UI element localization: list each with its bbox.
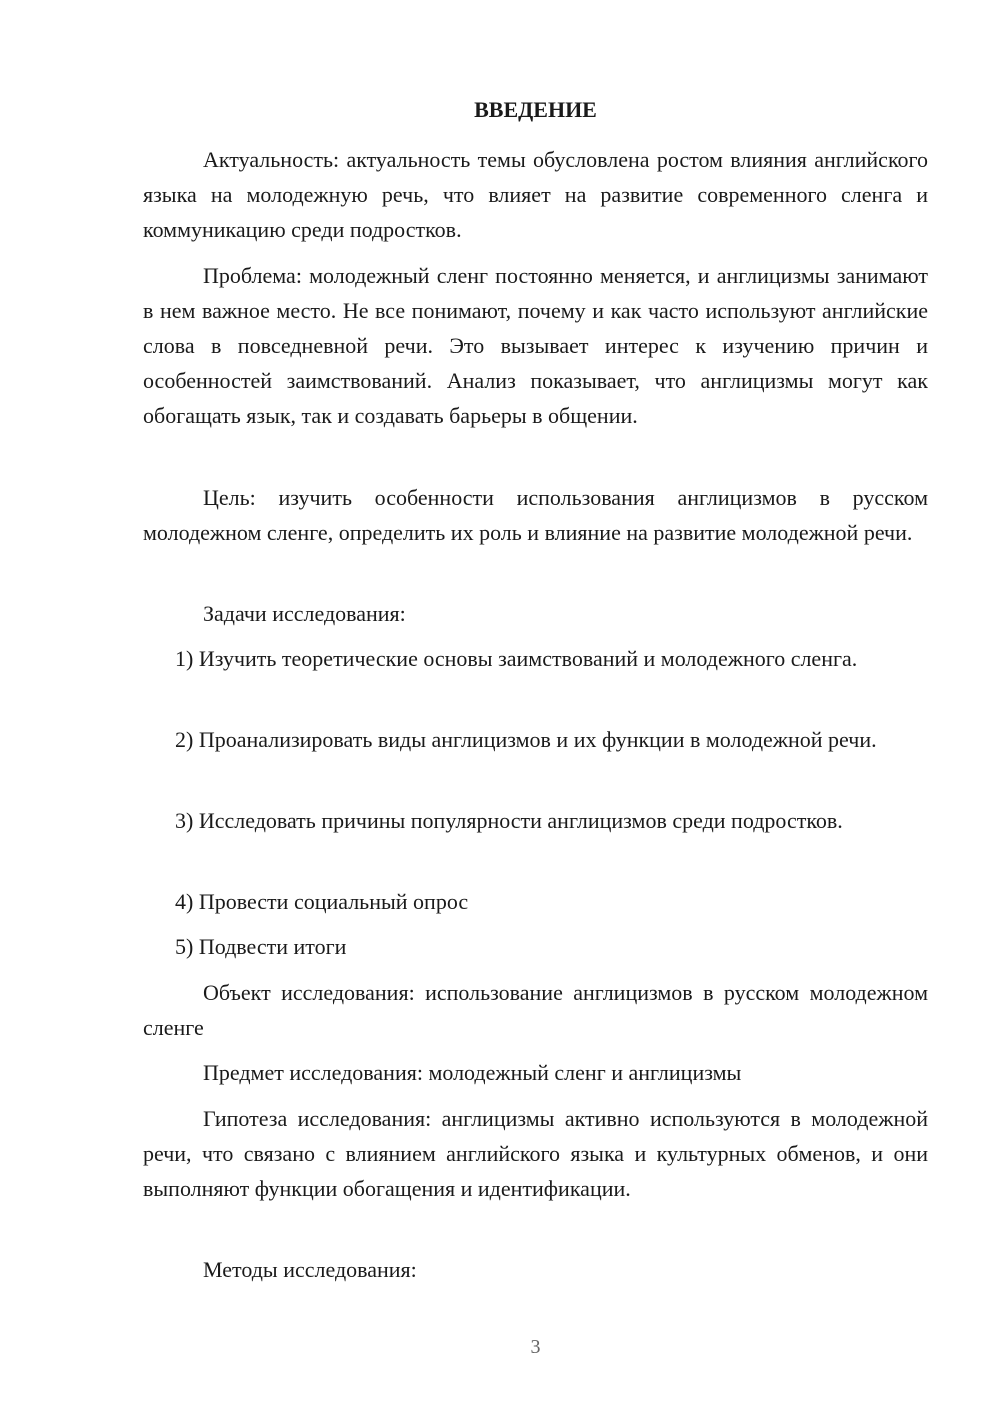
- paragraph-hypothesis: Гипотеза исследования: англицизмы активно используются в молодежной речи, что связано с влиянием английского языка и культурных обменов, и они выполняют функции обогащения и идентификации.: [143, 1106, 928, 1201]
- task-item-5: 5) Подвести итоги: [175, 934, 347, 959]
- task-item-2: 2) Проанализировать виды англицизмов и их функции в молодежной речи.: [175, 727, 877, 752]
- task-item-3: 3) Исследовать причины популярности англицизмов среди подростков.: [175, 808, 843, 833]
- paragraph-relevance: Актуальность: актуальность темы обусловлена ростом влияния английского языка на молодежную речь, что влияет на развитие современного сленга и коммуникацию среди подростков.: [143, 147, 928, 242]
- section-title: ВВЕДЕНИЕ: [474, 97, 597, 122]
- paragraph-subject: Предмет исследования: молодежный сленг и англицизмы: [203, 1060, 742, 1085]
- methods-heading: Методы исследования:: [203, 1257, 417, 1282]
- paragraph-problem: Проблема: молодежный сленг постоянно меняется, и англицизмы занимают в нем важное место. Не все понимают, почему и как часто используют английские слова в повседневной речи. Это вызывает интерес к изучению причин и особенностей заимствований. Анализ показывает, что англицизмы могут как обогащать язык, так и создавать барьеры в общении.: [143, 263, 928, 428]
- task-item-1: 1) Изучить теоретические основы заимствований и молодежного сленга.: [175, 646, 858, 671]
- paragraph-object: Объект исследования: использование англицизмов в русском молодежном сленге: [143, 980, 928, 1040]
- task-item-4: 4) Провести социальный опрос: [175, 889, 469, 914]
- page-number: 3: [530, 1336, 541, 1358]
- document-page: [143, 0, 928, 1414]
- tasks-heading: Задачи исследования:: [203, 601, 406, 626]
- paragraph-goal: Цель: изучить особенности использования англицизмов в русском молодежном сленге, определить их роль и влияние на развитие молодежной речи.: [143, 485, 928, 545]
